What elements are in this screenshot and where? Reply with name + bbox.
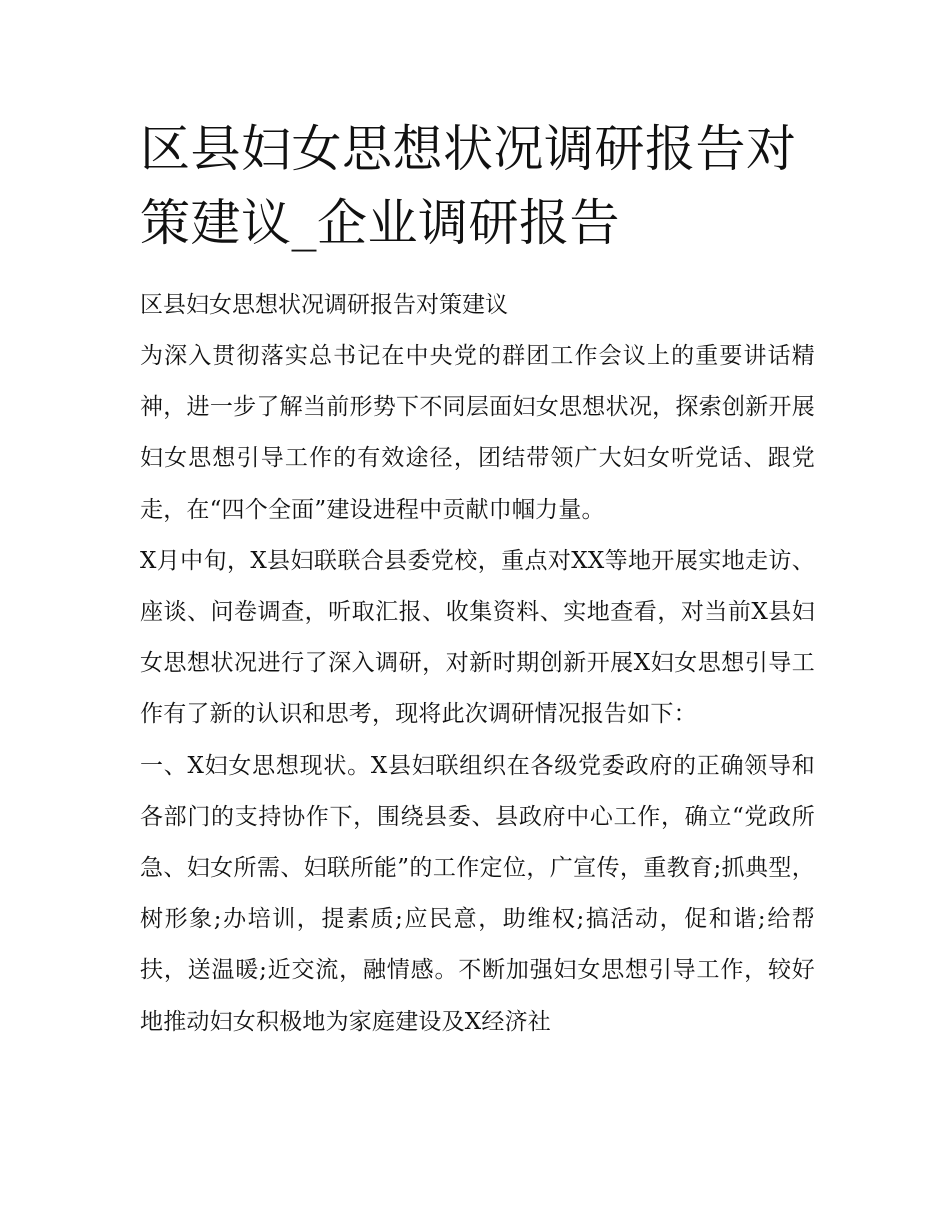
- paragraph-intro: 为深入贯彻落实总书记在中央党的群团工作会议上的重要讲话精神，进一步了解当前形势下不同层面妇女思想状况，探索创新开展妇女思想引导工作的有效途径，团结带领广大妇女听党话、跟党走，在“四个全面”建设进程中贡献巾帼力量。: [140, 343, 815, 523]
- paragraph-survey: X月中旬，X县妇联联合县委党校，重点对XX等地开展实地走访、座谈、问卷调查，听取汇报、收集资料、实地查看，对当前X县妇女思想状况进行了深入调研，对新时期创新开展X妇女思想引导工作有了新的认识和思考，现将此次调研情况报告如下：: [140, 547, 815, 728]
- document-title: 区县妇女思想状况调研报告对策建议_企业调研报告: [140, 120, 797, 252]
- paragraph-status: 一、X妇女思想现状。X县妇联组织在各级党委政府的正确领导和各部门的支持协作下，围绕县委、县政府中心工作，确立“党政所急、妇女所需、妇联所能”的工作定位，广宣传，重教育;抓典型，树形象;办培训，提素质;应民意，助维权;搞活动，促和谐;给帮扶，送温暖;近交流，融情感。不断加强妇女思想引导工作，较好地推动妇女积极地为家庭建设及X经济社: [140, 752, 815, 1035]
- document-subtitle: 区县妇女思想状况调研报告对策建议: [140, 292, 508, 318]
- document-body: [140, 280, 815, 1048]
